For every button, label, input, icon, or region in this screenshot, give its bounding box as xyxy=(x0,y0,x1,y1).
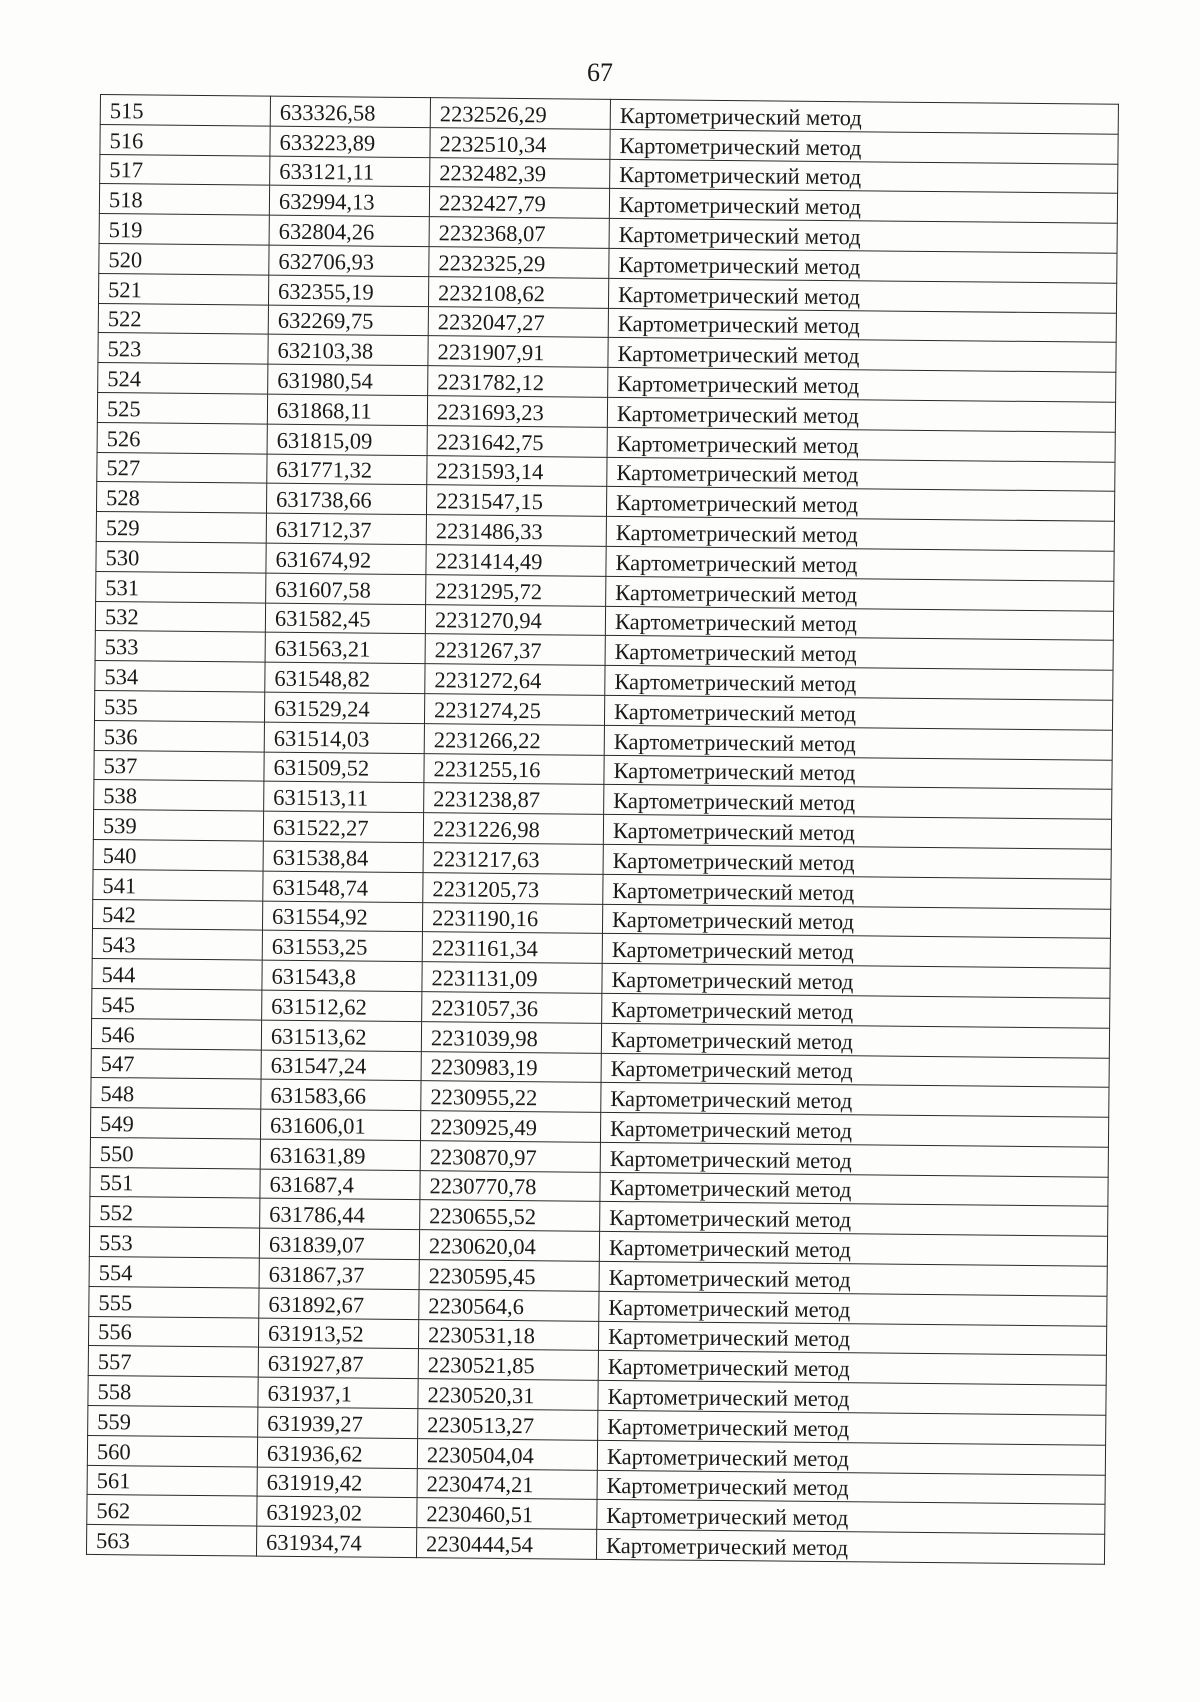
y-coordinate-cell: 2231267,37 xyxy=(425,634,605,666)
x-coordinate-cell: 631548,82 xyxy=(265,662,425,693)
x-coordinate-cell: 631674,92 xyxy=(266,543,426,574)
point-number-cell: 516 xyxy=(100,124,270,155)
point-number-cell: 537 xyxy=(94,750,264,781)
method-cell: Картометрический метод xyxy=(607,427,1115,462)
x-coordinate-cell: 632804,26 xyxy=(269,215,429,246)
table-container xyxy=(86,94,1118,1565)
method-cell: Картометрический метод xyxy=(603,844,1111,879)
x-coordinate-cell: 631913,52 xyxy=(258,1318,418,1349)
y-coordinate-cell: 2231272,64 xyxy=(425,664,605,696)
x-coordinate-cell: 631892,67 xyxy=(259,1288,419,1319)
point-number-cell: 536 xyxy=(94,720,264,751)
y-coordinate-cell: 2230620,04 xyxy=(419,1230,599,1262)
y-coordinate-cell: 2231039,98 xyxy=(421,1021,601,1053)
x-coordinate-cell: 631563,21 xyxy=(265,632,425,663)
x-coordinate-cell: 632103,38 xyxy=(268,335,428,366)
x-coordinate-cell: 631522,27 xyxy=(263,811,423,842)
y-coordinate-cell: 2232325,29 xyxy=(429,247,609,279)
point-number-cell: 527 xyxy=(97,452,267,483)
method-cell: Картометрический метод xyxy=(606,487,1114,522)
point-number-cell: 515 xyxy=(100,95,270,126)
point-number-cell: 518 xyxy=(99,184,269,215)
method-cell: Картометрический метод xyxy=(600,1142,1108,1177)
x-coordinate-cell: 631934,74 xyxy=(256,1526,416,1557)
method-cell: Картометрический метод xyxy=(606,517,1114,552)
point-number-cell: 526 xyxy=(97,422,267,453)
y-coordinate-cell: 2230504,04 xyxy=(417,1438,597,1470)
method-cell: Картометрический метод xyxy=(603,814,1111,849)
x-coordinate-cell: 632269,75 xyxy=(268,305,428,336)
coordinates-table-body xyxy=(86,95,1118,1565)
x-coordinate-cell: 631867,37 xyxy=(259,1258,419,1289)
coordinates-table xyxy=(86,94,1119,1565)
x-coordinate-cell: 631839,07 xyxy=(259,1228,419,1259)
y-coordinate-cell: 2231255,16 xyxy=(424,753,604,785)
method-cell: Картометрический метод xyxy=(599,1291,1107,1326)
method-cell: Картометрический метод xyxy=(596,1530,1104,1565)
y-coordinate-cell: 2231642,75 xyxy=(427,425,607,457)
point-number-cell: 560 xyxy=(87,1435,257,1466)
method-cell: Картометрический метод xyxy=(604,725,1112,760)
method-cell: Картометрический метод xyxy=(601,1023,1109,1058)
x-coordinate-cell: 631547,24 xyxy=(261,1050,421,1081)
y-coordinate-cell: 2231226,98 xyxy=(423,813,603,845)
point-number-cell: 530 xyxy=(96,541,266,572)
method-cell: Картометрический метод xyxy=(607,457,1115,492)
point-number-cell: 556 xyxy=(88,1316,258,1347)
point-number-cell: 559 xyxy=(88,1406,258,1437)
point-number-cell: 532 xyxy=(95,601,265,632)
x-coordinate-cell: 631606,01 xyxy=(260,1109,420,1140)
method-cell: Картометрический метод xyxy=(604,785,1112,820)
x-coordinate-cell: 631538,84 xyxy=(263,841,423,872)
y-coordinate-cell: 2230595,45 xyxy=(419,1260,599,1292)
y-coordinate-cell: 2230983,19 xyxy=(421,1051,601,1083)
point-number-cell: 542 xyxy=(92,899,262,930)
method-cell: Картометрический метод xyxy=(605,666,1113,701)
y-coordinate-cell: 2230564,6 xyxy=(419,1289,599,1321)
point-number-cell: 519 xyxy=(99,214,269,245)
y-coordinate-cell: 2231593,14 xyxy=(427,455,607,487)
y-coordinate-cell: 2231295,72 xyxy=(426,574,606,606)
y-coordinate-cell: 2230474,21 xyxy=(417,1468,597,1500)
point-number-cell: 555 xyxy=(89,1286,259,1317)
method-cell: Картометрический метод xyxy=(597,1440,1105,1475)
y-coordinate-cell: 2230955,22 xyxy=(421,1081,601,1113)
method-cell: Картометрический метод xyxy=(601,1053,1109,1088)
point-number-cell: 552 xyxy=(90,1197,260,1228)
method-cell: Картометрический метод xyxy=(610,159,1118,194)
point-number-cell: 535 xyxy=(94,690,264,721)
y-coordinate-cell: 2232427,79 xyxy=(429,187,609,219)
x-coordinate-cell: 631553,25 xyxy=(262,930,422,961)
x-coordinate-cell: 631607,58 xyxy=(266,573,426,604)
x-coordinate-cell: 631514,03 xyxy=(264,722,424,753)
point-number-cell: 549 xyxy=(90,1108,260,1139)
y-coordinate-cell: 2230520,31 xyxy=(418,1379,598,1411)
point-number-cell: 525 xyxy=(97,392,267,423)
point-number-cell: 534 xyxy=(95,661,265,692)
y-coordinate-cell: 2231907,91 xyxy=(428,336,608,368)
point-number-cell: 562 xyxy=(87,1495,257,1526)
y-coordinate-cell: 2230513,27 xyxy=(418,1409,598,1441)
method-cell: Картометрический метод xyxy=(598,1321,1106,1356)
method-cell: Картометрический метод xyxy=(605,636,1113,671)
y-coordinate-cell: 2232108,62 xyxy=(428,276,608,308)
y-coordinate-cell: 2230925,49 xyxy=(420,1111,600,1143)
y-coordinate-cell: 2230870,97 xyxy=(420,1141,600,1173)
method-cell: Картометрический метод xyxy=(601,1083,1109,1118)
x-coordinate-cell: 631815,09 xyxy=(267,424,427,455)
method-cell: Картометрический метод xyxy=(599,1261,1107,1296)
method-cell: Картометрический метод xyxy=(608,308,1116,343)
method-cell: Картометрический метод xyxy=(606,576,1114,611)
x-coordinate-cell: 631936,62 xyxy=(257,1437,417,1468)
method-cell: Картометрический метод xyxy=(600,1202,1108,1237)
point-number-cell: 563 xyxy=(86,1525,256,1556)
method-cell: Картометрический метод xyxy=(600,1112,1108,1147)
method-cell: Картометрический метод xyxy=(607,397,1115,432)
y-coordinate-cell: 2231161,34 xyxy=(422,932,602,964)
y-coordinate-cell: 2230521,85 xyxy=(418,1349,598,1381)
x-coordinate-cell: 631543,8 xyxy=(262,960,422,991)
y-coordinate-cell: 2231205,73 xyxy=(423,872,603,904)
x-coordinate-cell: 632355,19 xyxy=(268,275,428,306)
page-number: 67 xyxy=(587,58,613,87)
method-cell: Картометрический метод xyxy=(609,248,1117,283)
method-cell: Картометрический метод xyxy=(604,695,1112,730)
method-cell: Картометрический метод xyxy=(606,546,1114,581)
x-coordinate-cell: 631923,02 xyxy=(257,1497,417,1528)
method-cell: Картометрический метод xyxy=(602,904,1110,939)
x-coordinate-cell: 631554,92 xyxy=(262,901,422,932)
y-coordinate-cell: 2231266,22 xyxy=(424,723,604,755)
point-number-cell: 545 xyxy=(92,988,262,1019)
point-number-cell: 520 xyxy=(99,243,269,274)
y-coordinate-cell: 2231217,63 xyxy=(423,843,603,875)
y-coordinate-cell: 2231782,12 xyxy=(428,366,608,398)
y-coordinate-cell: 2230531,18 xyxy=(418,1319,598,1351)
x-coordinate-cell: 633121,11 xyxy=(270,156,430,187)
point-number-cell: 533 xyxy=(95,631,265,662)
x-coordinate-cell: 631687,4 xyxy=(260,1169,420,1200)
point-number-cell: 548 xyxy=(91,1078,261,1109)
point-number-cell: 550 xyxy=(90,1137,260,1168)
method-cell: Картометрический метод xyxy=(598,1381,1106,1416)
x-coordinate-cell: 632706,93 xyxy=(269,245,429,276)
method-cell: Картометрический метод xyxy=(600,1172,1108,1207)
method-cell: Картометрический метод xyxy=(610,99,1118,134)
x-coordinate-cell: 631631,89 xyxy=(260,1139,420,1170)
y-coordinate-cell: 2231238,87 xyxy=(424,783,604,815)
y-coordinate-cell: 2232368,07 xyxy=(429,217,609,249)
point-number-cell: 551 xyxy=(90,1167,260,1198)
point-number-cell: 521 xyxy=(98,273,268,304)
y-coordinate-cell: 2232510,34 xyxy=(430,127,610,159)
y-coordinate-cell: 2230444,54 xyxy=(416,1528,596,1560)
method-cell: Картометрический метод xyxy=(608,278,1116,313)
method-cell: Картометрический метод xyxy=(602,934,1110,969)
x-coordinate-cell: 631786,44 xyxy=(260,1199,420,1230)
method-cell: Картометрический метод xyxy=(603,874,1111,909)
point-number-cell: 531 xyxy=(96,571,266,602)
x-coordinate-cell: 631980,54 xyxy=(268,364,428,395)
point-number-cell: 543 xyxy=(92,929,262,960)
y-coordinate-cell: 2230655,52 xyxy=(420,1200,600,1232)
x-coordinate-cell: 631583,66 xyxy=(261,1079,421,1110)
x-coordinate-cell: 631513,11 xyxy=(264,781,424,812)
method-cell: Картометрический метод xyxy=(602,963,1110,998)
point-number-cell: 557 xyxy=(88,1346,258,1377)
x-coordinate-cell: 633223,89 xyxy=(270,126,430,157)
method-cell: Картометрический метод xyxy=(597,1500,1105,1535)
y-coordinate-cell: 2231057,36 xyxy=(422,992,602,1024)
method-cell: Картометрический метод xyxy=(608,338,1116,373)
point-number-cell: 558 xyxy=(88,1376,258,1407)
point-number-cell: 538 xyxy=(94,780,264,811)
method-cell: Картометрический метод xyxy=(604,755,1112,790)
x-coordinate-cell: 631868,11 xyxy=(267,394,427,425)
y-coordinate-cell: 2231693,23 xyxy=(427,396,607,428)
y-coordinate-cell: 2231414,49 xyxy=(426,545,606,577)
y-coordinate-cell: 2230770,78 xyxy=(420,1170,600,1202)
method-cell: Картометрический метод xyxy=(602,993,1110,1028)
y-coordinate-cell: 2232047,27 xyxy=(428,306,608,338)
method-cell: Картометрический метод xyxy=(608,368,1116,403)
point-number-cell: 539 xyxy=(93,810,263,841)
point-number-cell: 541 xyxy=(93,869,263,900)
x-coordinate-cell: 631738,66 xyxy=(266,483,426,514)
y-coordinate-cell: 2231270,94 xyxy=(425,604,605,636)
x-coordinate-cell: 631513,62 xyxy=(261,1020,421,1051)
y-coordinate-cell: 2231190,16 xyxy=(422,902,602,934)
y-coordinate-cell: 2231274,25 xyxy=(424,694,604,726)
x-coordinate-cell: 631919,42 xyxy=(257,1467,417,1498)
point-number-cell: 523 xyxy=(98,333,268,364)
method-cell: Картометрический метод xyxy=(605,606,1113,641)
point-number-cell: 544 xyxy=(92,959,262,990)
x-coordinate-cell: 631582,45 xyxy=(265,603,425,634)
x-coordinate-cell: 631548,74 xyxy=(263,871,423,902)
y-coordinate-cell: 2231547,15 xyxy=(426,485,606,517)
method-cell: Картометрический метод xyxy=(598,1410,1106,1445)
x-coordinate-cell: 631927,87 xyxy=(258,1348,418,1379)
y-coordinate-cell: 2232482,39 xyxy=(430,157,610,189)
x-coordinate-cell: 631509,52 xyxy=(264,752,424,783)
x-coordinate-cell: 631529,24 xyxy=(264,692,424,723)
x-coordinate-cell: 631939,27 xyxy=(258,1407,418,1438)
point-number-cell: 547 xyxy=(91,1048,261,1079)
y-coordinate-cell: 2230460,51 xyxy=(417,1498,597,1530)
method-cell: Картометрический метод xyxy=(610,129,1118,164)
point-number-cell: 529 xyxy=(96,512,266,543)
point-number-cell: 517 xyxy=(100,154,270,185)
y-coordinate-cell: 2232526,29 xyxy=(430,98,610,130)
point-number-cell: 561 xyxy=(87,1465,257,1496)
point-number-cell: 553 xyxy=(89,1227,259,1258)
x-coordinate-cell: 631771,32 xyxy=(267,454,427,485)
method-cell: Картометрический метод xyxy=(609,219,1117,254)
x-coordinate-cell: 631937,1 xyxy=(258,1377,418,1408)
method-cell: Картометрический метод xyxy=(598,1351,1106,1386)
point-number-cell: 524 xyxy=(98,363,268,394)
point-number-cell: 554 xyxy=(89,1257,259,1288)
point-number-cell: 546 xyxy=(91,1018,261,1049)
method-cell: Картометрический метод xyxy=(599,1232,1107,1267)
x-coordinate-cell: 631712,37 xyxy=(266,513,426,544)
point-number-cell: 528 xyxy=(96,482,266,513)
method-cell: Картометрический метод xyxy=(609,189,1117,224)
y-coordinate-cell: 2231486,33 xyxy=(426,515,606,547)
point-number-cell: 540 xyxy=(93,839,263,870)
point-number-cell: 522 xyxy=(98,303,268,334)
x-coordinate-cell: 632994,13 xyxy=(269,186,429,217)
x-coordinate-cell: 633326,58 xyxy=(270,96,430,127)
method-cell: Картометрический метод xyxy=(597,1470,1105,1505)
y-coordinate-cell: 2231131,09 xyxy=(422,962,602,994)
x-coordinate-cell: 631512,62 xyxy=(262,990,422,1021)
